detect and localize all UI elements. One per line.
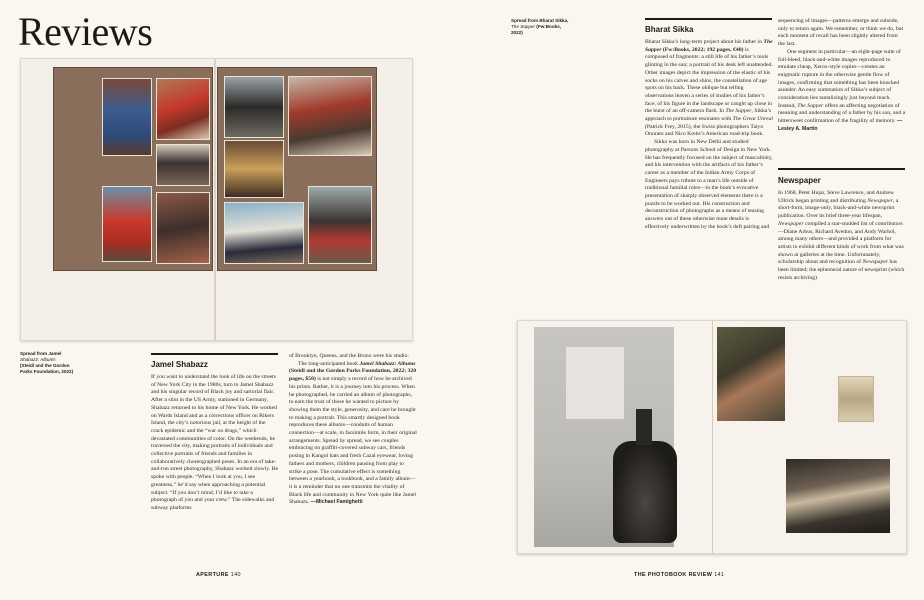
sapper-book-spread-image: [517, 320, 907, 554]
album-photo: [102, 78, 152, 156]
shabazz-heading: Jamel Shabazz: [151, 360, 208, 369]
bottle-neck: [636, 409, 652, 445]
album-photo: [156, 144, 210, 186]
album-photo: [156, 78, 210, 140]
newspaper-column: In 1968, Peter Hujar, Steve Lawrence, and Andrew Ullrick began printing and distributing Newspaper, a short-form, image-only, black-and-white newsprint publication. Over its brief three-year lifespan, Newspaper compiled a star-studded list of contributors—Diane Arbus, Richard Avedon, and Andy Warhol, among many others—and provided a platform for artists to exhibit different kinds of work from what was shown at galleries at the time. Unfortunately, scholarship about and recognition of Newspaper has been limited; the ephemeral nature of newsprint (which resists archiving): [778, 190, 905, 281]
album-photo: [308, 186, 372, 264]
section-rule: [151, 353, 278, 355]
album-photo: [156, 192, 210, 264]
section-rule: [645, 18, 772, 20]
shabazz-column-1: If you want to understand the look of life on the streets of New York City in the 1980s, turn to Jamel Shabazz and his singular record of Black joy and sartorial flair. After a stint in the US Army, stationed in Germany, Shabazz returned to his home of New York. He worked on Wards Island and as a corrections officer on Rikers Island, the city’s notorious jail, at the height of the crack epidemic and the “war on drugs,” which devastated communities of color. On the weekends, he traversed the city, making portraits of individuals and collective portraits of friends and families in collaboratively choreographed poses. In an era of take-and-run street photography, Shabazz worked slowly. He spoke with people. “When I look at you, I see greatness,” he’d say when approaching a potential subject. “If you don’t mind, I’d like to take a photograph of you and your crew.” The sidewalks and subway platforms: [151, 374, 279, 511]
light-panel: [566, 347, 624, 419]
album-left-page: [53, 67, 213, 271]
bottle-photo: [613, 441, 677, 543]
shabazz-album-spread-image: [20, 58, 413, 341]
album-right-page: [217, 67, 377, 271]
shabazz-column-2: of Brooklyn, Queens, and the Bronx were his studio. The long-anticipated book Jamel Shabazz: Albums (Steidl and the Gordon Parks Foundation, 2022; 320 pages, $50) is not simply a record of how he archived his prints. Rather, it is a journey into his process. When he photographed, he carried an album of photographs, to earn the trust of those he wanted to picture by showing them the style, generosity, and care he brought to making a portrait. This smartly designed book reproduces these albums—conduits of human connection—at scale, in facsimile form, in their original arrangements. Spread by spread, we see couples embracing on graffiti-covered subway cars, friends posing in Kangol hats and fresh Cazal eyewear, loving fathers and mothers, children pausing from play to strike a pose. The cumulative effect is something between a yearbook, a lookbook, and a family album—it is a reminder that no one transmits the vitality of Black life and community in New York quite like Jamel Shabazz. —Michael Famighetti: [289, 353, 417, 506]
album-photo: [224, 202, 304, 264]
book-spine: [712, 321, 713, 553]
sikka-column-1: Bharat Sikka’s long-term project about his father in The Sapper (Fw:Books, 2022; 192 pages, €40) is composed of fragments: a still life of his father’s tools glinting in the sun; a portrait of his desk left unattended. Other images depict the impression of the elastic of his socks on his calves and shins, the constellation of age spots on his back. These oblique but telling observations leaven a series of studies of his father’s face, of his figure in the landscape or caught up close in the burst of an off-camera flash. In The Sapper, Sikka’s approach to portraiture resonates with The Great Unreal (Patrick Frey, 2015), the Swiss photographers Taiyo Onorato and Nico Krebs’s American road-trip book. Sikka was born in New Delhi and studied photography at Parsons School of Design in New York. He has frequently focused on the subject of masculinity, and his intervention with the artifacts of his father’s career as a member of the Indian Army Corps of Engineers pays tribute to a man’s life outside of traditional familial roles—in the book’s evocative presentation of sharply observed elements there is a puzzle to be worked out. His construction and deconstruction of photographs as a means of teasing answers out of these otherwise mute details is effectively underwritten by the book’s deft pairing and: [645, 39, 773, 230]
album-photo: [102, 186, 152, 262]
wood-tools-photo: [786, 459, 890, 533]
shabazz-caption: Spread from Jamel Shabazz: Albums (Steidl and the Gordon Parks Foundation, 2022): [20, 351, 74, 374]
folio-left: APERTURE 140: [196, 572, 241, 578]
section-rule: [778, 168, 905, 170]
page-title: Reviews: [18, 9, 153, 54]
sikka-heading: Bharat Sikka: [645, 25, 694, 34]
folio-right: THE PHOTOBOOK REVIEW 141: [634, 572, 725, 578]
hand-photo: [717, 327, 785, 421]
portrait-snapshot: [838, 376, 874, 422]
album-photo: [224, 76, 284, 138]
sikka-column-2: sequencing of images—patterns emerge and subside, only to return again. We remember, or think we do, but each moment of recall has been slightly altered from the last. One segment in particular—an eight-page suite of full-bleed, black-and-white images reproduced to emulate cheap, Xerox-style copies—creates an enigmatic rupture in the otherwise gentle flow of images, confirming that something has been knocked asunder. An easy summation of Sikka’s subject of consideration lies tantalizingly just beyond reach. Instead, The Sapper offers an affecting negotiation of meaning and understanding of a father by his son, and a bittersweet confirmation of the fragility of memory. —Lesley A. Martin: [778, 18, 906, 132]
album-photo: [288, 76, 372, 156]
album-spine: [214, 59, 216, 340]
album-photo: [224, 140, 284, 198]
sikka-caption: Spread from Bharat Sikka, The Sapper (Fw:Books, 2022): [511, 18, 569, 35]
newspaper-heading: Newspaper: [778, 176, 821, 185]
